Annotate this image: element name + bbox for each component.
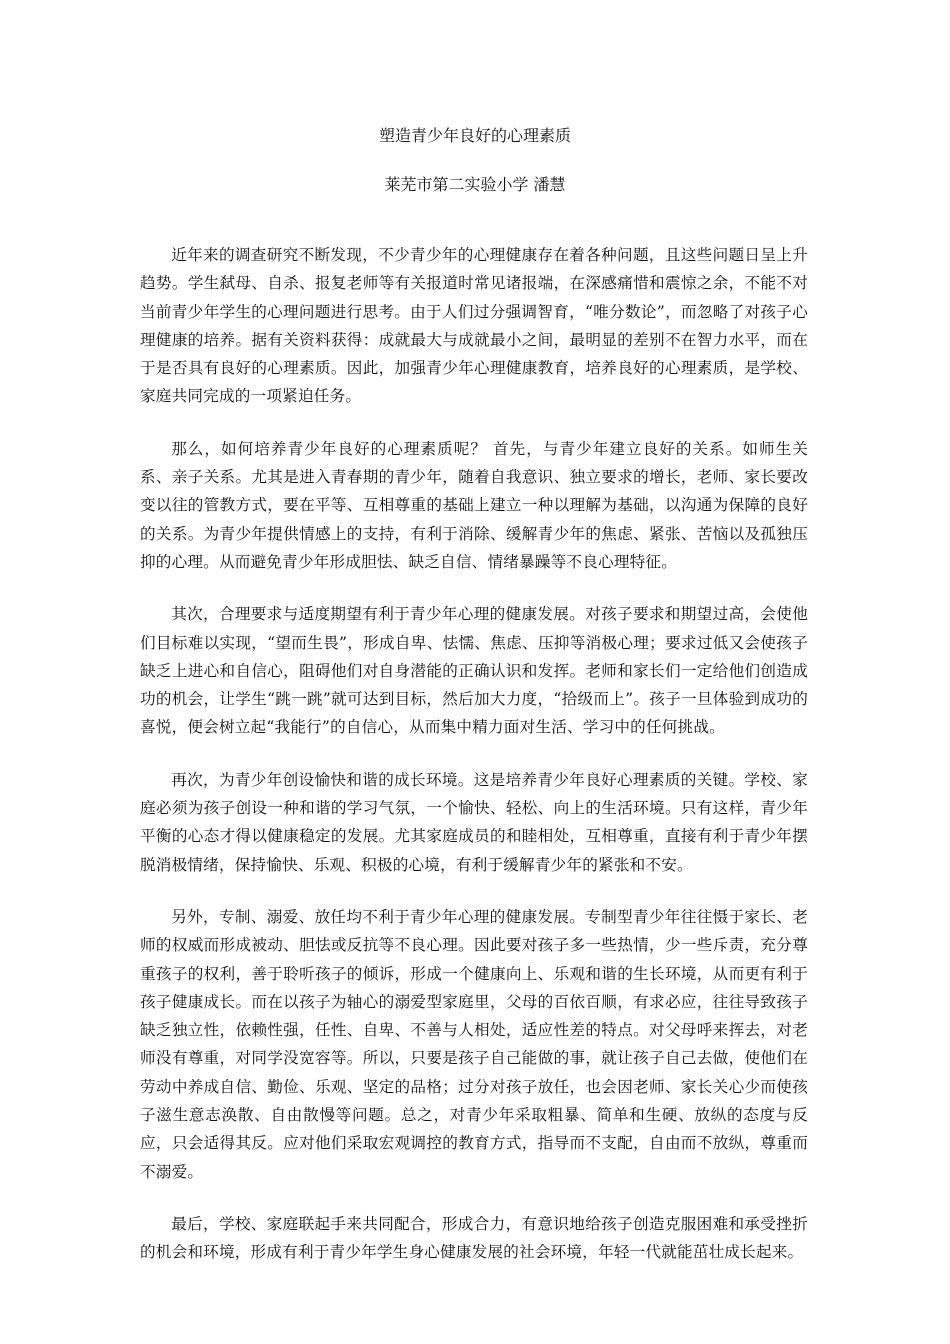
paragraph-3: 其次，合理要求与适度期望有利于青少年心理的健康发展。对孩子要求和期望过高，会使他们目标难以实现，“望而生畏”，形成自卑、怯懦、焦虑、压抑等消极心理；要求过低又会使孩子缺乏上进心和自信心，阻碍他们对自身潜能的正确认识和发挥。老师和家长们一定给他们创造成功的机会，让学生“跳一跳”就可达到目标，然后加大力度，“拾级而上”。孩子一旦体验到成功的喜悦，便会树立起“我能行”的自信心，从而集中精力面对生活、学习中的任何挑战。 <box>140 605 808 737</box>
paragraph-6: 最后，学校、家庭联起手来共同配合，形成合力，有意识地给孩子创造克服困难和承受挫折的机会和环境，形成有利于青少年学生身心健康发展的社会环境，年轻一代就能茁壮成长起来。 <box>140 1214 808 1262</box>
document-body <box>140 241 808 1291</box>
paragraph-2: 那么，如何培养青少年良好的心理素质呢？ 首先，与青少年建立良好的关系。如师生关系、亲子关系。尤其是进入青春期的青少年，随着自我意识、独立要求的增长，老师、家长要改变以往的管教方式，要在平等、互相尊重的基础上建立一种以理解为基础，以沟通为保障的良好的关系。为青少年提供情感上的支持，有利于消除、缓解青少年的焦虑、紧张、苦恼以及孤独压抑的心理。从而避免青少年形成胆怯、缺乏自信、情绪暴躁等不良心理特征。 <box>140 439 808 571</box>
document-author: 莱芜市第二实验小学 潘慧 <box>384 175 566 194</box>
document-title: 塑造青少年良好的心理素质 <box>378 126 571 145</box>
paragraph-5: 另外，专制、溺爱、放任均不利于青少年心理的健康发展。专制型青少年往往慑于家长、老师的权威而形成被动、胆怯或反抗等不良心理。因此要对孩子多一些热情，少一些斥责，充分尊重孩子的权利，善于聆听孩子的倾诉，形成一个健康向上、乐观和谐的生长环境，从而更有利于孩子健康成长。而在以孩子为轴心的溺爱型家庭里，父母的百依百顺，有求必应，往往导致孩子缺乏独立性，依赖性强，任性、自卑、不善与人相处，适应性差的特点。对父母呼来挥去，对老师没有尊重，对同学没宽容等。所以，只要是孩子自己能做的事，就让孩子自己去做，使他们在劳动中养成自信、勤俭、乐观、坚定的品格；过分对孩子放任，也会因老师、家长关心少而使孩子滋生意志涣散、自由散慢等问题。总之，对青少年采取粗暴、简单和生硬、放纵的态度与反应，只会适得其反。应对他们采取宏观调控的教育方式，指导而不支配，自由而不放纵，尊重而不溺爱。 <box>140 907 808 1181</box>
paragraph-1: 近年来的调查研究不断发现，不少青少年的心理健康存在着各种问题，且这些问题日呈上升趋势。学生弑母、自杀、报复老师等有关报道时常见诸报端，在深感痛惜和震惊之余，不能不对当前青少年学生的心理问题进行思考。由于人们过分强调智育，“唯分数论”，而忽略了对孩子心理健康的培养。据有关资料获得：成就最大与成就最小之间，最明显的差别不在智力水平，而在于是否具有良好的心理素质。因此，加强青少年心理健康教育，培养良好的心理素质，是学校、家庭共同完成的一项紧迫任务。 <box>140 246 808 406</box>
paragraph-4: 再次，为青少年创设愉快和谐的成长环境。这是培养青少年良好心理素质的关键。学校、家庭必须为孩子创设一种和谐的学习气氛，一个愉快、轻松、向上的生活环境。只有这样，青少年平衡的心态才得以健康稳定的发展。尤其家庭成员的和睦相处，互相尊重，直接有利于青少年摆脱消极情绪，保持愉快、乐观、积极的心境，有利于缓解青少年的紧张和不安。 <box>140 770 808 874</box>
